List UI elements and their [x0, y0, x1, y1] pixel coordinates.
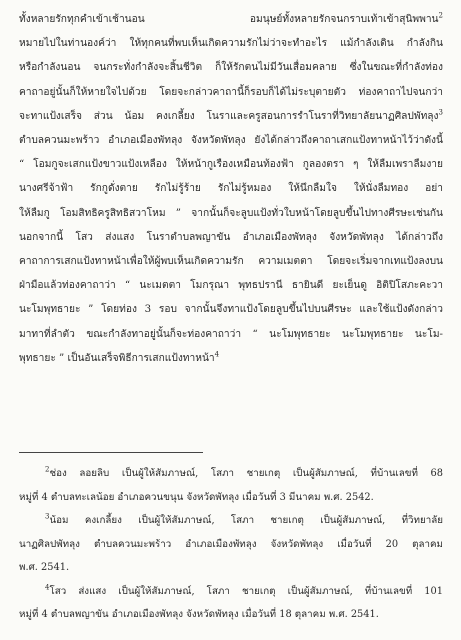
body-line: ให้ลืมกู โอมสิทธิครูสิทธิสวาโหม ” จากนั้นก็จะลูบแป้งทั่วใบหน้าโดยลูบขึ้นไปทางศีรษะเช่นกัน — [19, 207, 443, 219]
footnote-line: พ.ศ. 2541. — [19, 562, 70, 573]
footnote — [19, 509, 443, 580]
body-line: “ โอมกูจะเสกแป้งขาวแป้งเหลือง ให้หน้ากูเรืองเหมือนท้องฟ้า กูลองตรา ๆ ให้ลืมเพราลืมงาย — [19, 159, 443, 171]
footnote-line: หมู่ที่ 4 ตำบลพญาขัน อำเภอเมืองพัทลุง จังหวัดพัทลุง เมื่อวันที่ 18 ตุลาคม พ.ศ. 2541. — [19, 609, 379, 620]
footnote-ref: 3 — [438, 108, 443, 117]
footnote-ref: 2 — [438, 11, 443, 20]
footnote-divider — [19, 452, 203, 453]
body-line: หรือกำลังนอน จนกระทั่งกำลังจะสิ้นชีวิต ก็ให้รักตนไม่มีวันเสื่อมคลาย ซึ่งในขณะที่กำลังท่อง — [19, 62, 443, 74]
body-line: จะทาแป้งเสร็จ ส่วน น้อม คงเกลี้ยง โนราและครูสอนการรำโนราที่วิทยาลัยนาฏศิลปพัทลุง$^3$ — [19, 108, 443, 122]
footnote-number: 4 — [45, 583, 50, 592]
body-line: ฝ่ามือแล้วท่องคาถาว่า “ นะเมตตา โมกรุณา พุทธปรานี ธายินดี ยะเย็นดู อิติปิโสภะคะวา — [19, 280, 443, 292]
body-line: นางศรีจ้าฟ้า รักกูดั่งตาย รักไม่รู้ร้าย รักไม่รู้หมอง ให้นึกลืมใจ ให้นั่งลืมทอง อย่า — [19, 183, 443, 195]
footnote-line: $^2$ช่อง ลอยลิบ เป็นผู้ให้สัมภาษณ์, โสภา ชายเกตุ เป็นผู้สัมภาษณ์, ที่บ้านเลขที่ 68 — [45, 465, 443, 479]
body-line: ตำบลควนมะพร้าว อำเภอเมืองพัทลุง จังหวัดพัทลุง ยังได้กล่าวถึงคาถาเสกแป้งทาหน้าไว้ว่าดังนี้ — [19, 135, 443, 147]
body-line: มาทาที่ลำตัว ขณะกำลังทาอยู่นั้นก็จะท่องคาถาว่า “ นะโมพุทธายะ นะโมพุทธายะ นะโม- — [19, 328, 443, 340]
body-line: พุทธายะ ” เป็นอันเสร็จพิธีการเสกแป้งทาหน้า$^4$ — [19, 350, 220, 364]
footnote-number: 2 — [45, 465, 50, 474]
body-line: นะโมพุทธายะ ” โดยท่อง 3 รอบ จากนั้นจึงทาแป้งโดยลูบขึ้นไปบนศีรษะ และใช้แป้งดังกล่าว — [19, 304, 443, 316]
footnote-line: นาฏศิลปพัทลุง ตำบลควนมะพร้าว อำเภอเมืองพัทลุง จังหวัดพัทลุง เมื่อวันที่ 20 ตุลาคม — [19, 538, 443, 550]
footnote — [19, 462, 443, 509]
body-line: คาถาอยู่นั้นก็ให้หายใจไปด้วย โดยจะกล่าวคาถานี้ก็รอบก็ได้ไม่ระบุตายตัว ท่องคาถาไปจนกว่า — [19, 86, 443, 98]
footnote-line: หมู่ที่ 4 ตำบลทะเลน้อย อำเภอควนขนุน จังหวัดพัทลุง เมื่อวันที่ 3 มีนาคม พ.ศ. 2542. — [19, 491, 374, 503]
footnote-number: 3 — [45, 512, 50, 521]
footnote — [19, 580, 443, 627]
footnote-line: $^3$น้อม คงเกลี้ยง เป็นผู้ให้สัมภาษณ์, โสภา ชายเกตุ เป็นผู้สัมภาษณ์, ที่วิทยาลัย — [45, 512, 443, 526]
footnote-line: $^4$โสว ส่งแสง เป็นผู้ให้สัมภาษณ์, โสภา ชายเกตุ เป็นผู้สัมภาษณ์, ที่บ้านเลขที่ 101 — [45, 583, 443, 597]
body-line: หมายไปในท่านองค์ว่า ให้ทุกคนที่พบเห็นเกิดความรักไม่ว่าจะทำอะไร แม้กำลังเดิน กำลังกิน — [19, 38, 443, 50]
footnotes — [19, 462, 443, 627]
body-line: นอกจากนี้ โสว ส่งแสง โนราตำบลพญาขัน อำเภอเมืองพัทลุง จังหวัดพัทลุง ได้กล่าวถึง — [19, 231, 443, 243]
body-line: คาถาการเสกแป้งทาหน้าเพื่อให้ผู้พบเห็นเกิดความรัก ความเมตตา โดยจะเริ่มจากเทแป้งลงบน — [19, 256, 443, 268]
body-text — [19, 8, 443, 371]
footnote-ref: 4 — [214, 350, 220, 359]
body-line: ทั้งหลายรักทุกคำเข้าเช้านอน อมนุษย์ทั้งหลายรักจนกราบเท้าเข้าสุนิพพาน$^2$ — [19, 11, 443, 25]
